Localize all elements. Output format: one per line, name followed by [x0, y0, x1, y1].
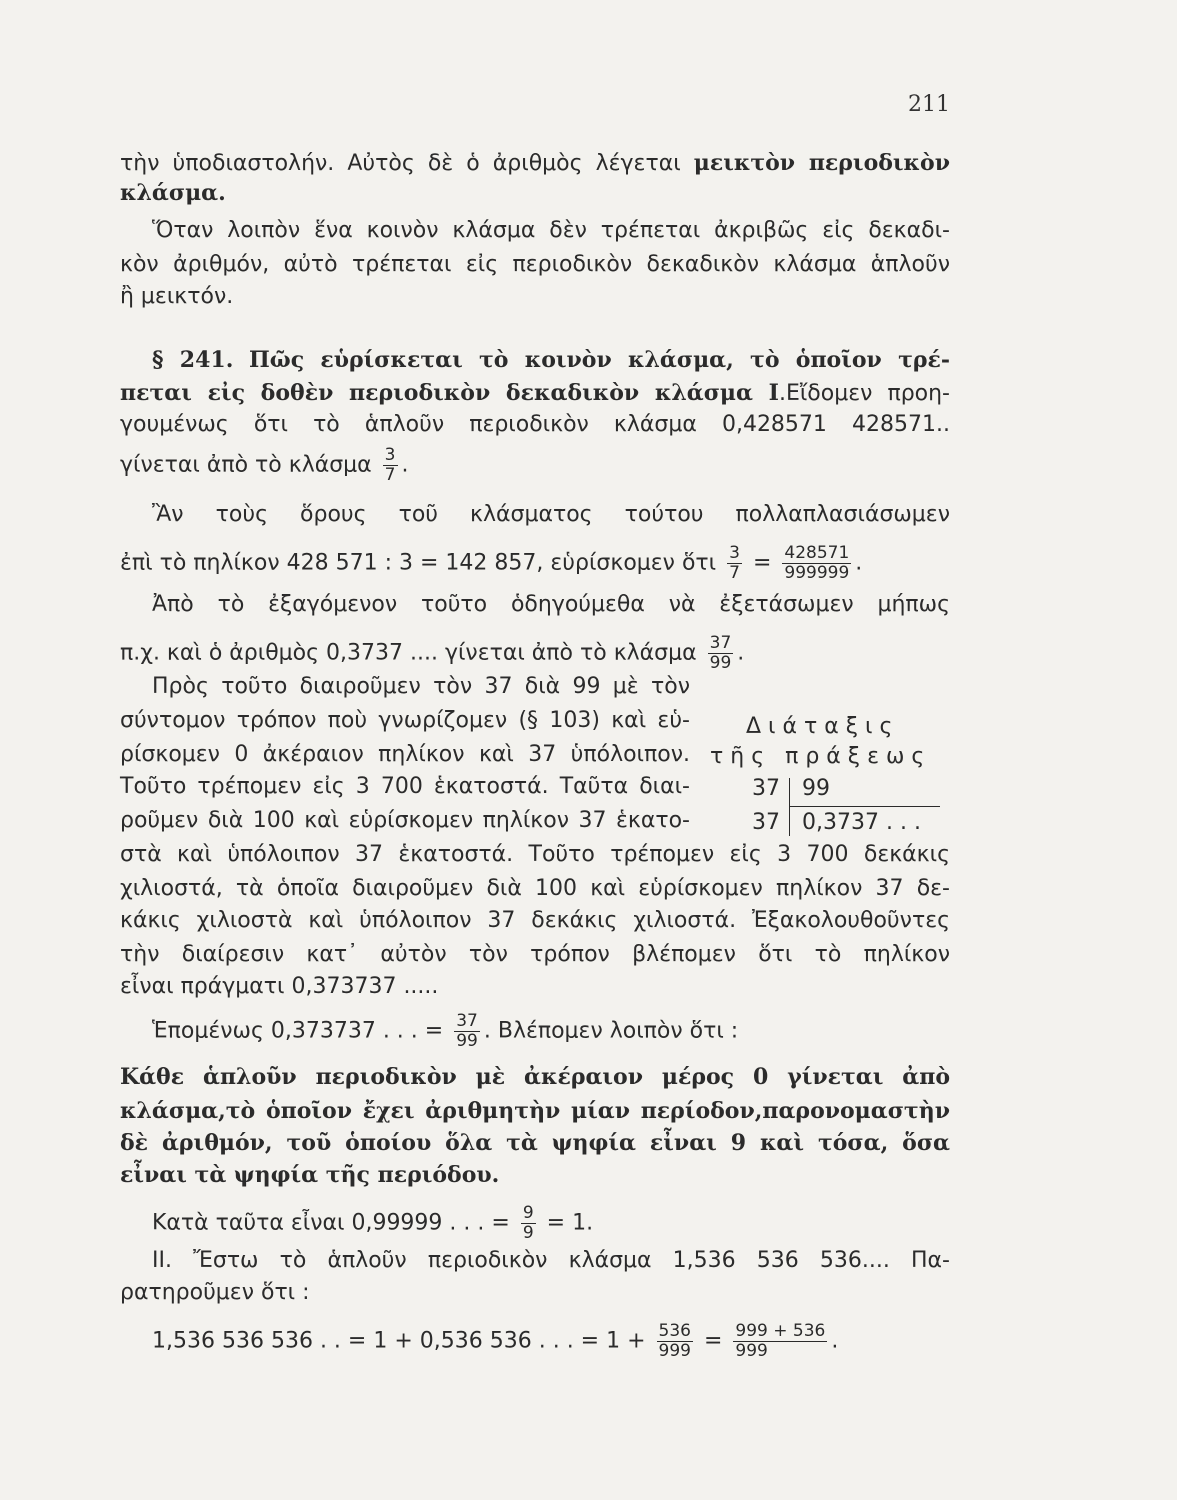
fraction [782, 544, 851, 583]
division-dividend: 37 [752, 776, 780, 801]
section-heading [152, 345, 950, 376]
rule-line: κλάσμα,τὸ ὁποῖον ἔχει ἀριθμητὴν μίαν περίοδον,παρονομαστὴν [120, 1098, 950, 1124]
numerator: 536 [658, 1321, 691, 1341]
text: Κατὰ ταῦτα εἶναι 0,99999 . . . = [152, 1210, 510, 1236]
text-line [120, 378, 950, 409]
text-line: II. Ἔστω τὸ ἁπλοῦν περιοδικὸν κλάσμα 1,536 536 536.... Πα- [152, 1248, 950, 1273]
denominator: 7 [729, 563, 740, 583]
text-line: Τοῦτο τρέπομεν εἰς 3 700 ἑκατοστά. Ταῦτα διαι- [120, 774, 690, 799]
section-title: πεται εἰς δοθὲν περιοδικὸν δεκαδικὸν κλάσμα I [120, 380, 779, 406]
text-line: Ἀπὸ τὸ ἐξαγόμενον τοῦτο ὁδηγούμεθα νὰ ἐξετάσωμεν μήπως [152, 592, 950, 617]
division-title: Διάταξις [746, 714, 900, 739]
text-line [152, 1204, 950, 1243]
fraction [733, 1322, 827, 1361]
text-line: ρατηροῦμεν ὅτι : [120, 1280, 310, 1305]
numerator: 3 [384, 445, 396, 465]
text: . [401, 452, 409, 478]
text-line [120, 178, 950, 209]
text: . [831, 1328, 839, 1354]
denominator: 99 [709, 653, 732, 673]
rule-line: δὲ ἀριθμόν, τοῦ ὁποίου ὅλα τὰ ψηφία εἶναι 9 καὶ τόσα, ὅσα [120, 1130, 950, 1156]
text-line [152, 1012, 950, 1051]
text: π.χ. καὶ ὁ ἀριθμὸς 0,3737 .... γίνεται ἀπὸ τὸ κλάσμα [120, 640, 697, 666]
numerator: 9 [522, 1203, 534, 1223]
text-line: κὸν ἀριθμόν, αὐτὸ τρέπεται εἰς περιοδικὸν δεκαδικὸν κλάσμα ἁπλοῦν [120, 252, 950, 277]
text: τὴν ὑποδιαστολήν. Αὐτὸς δὲ ὁ ἀριθμὸς λέγεται [120, 151, 681, 176]
bold-term: κλάσμα. [120, 180, 226, 206]
text-line [120, 446, 950, 485]
text: . [737, 640, 745, 666]
numerator: 37 [709, 633, 732, 653]
text-line: ρίσκομεν 0 ἀκέραιον πηλίκον καὶ 37 ὑπόλοιπον. [120, 742, 690, 767]
text: ἐπὶ τὸ πηλίκον 428 571 : 3 = 142 857, εὑρίσκομεν ὅτι [120, 550, 717, 576]
text-line: Ἂν τοὺς ὅρους τοῦ κλάσματος τούτου πολλαπλασιάσωμεν [152, 502, 950, 527]
numerator: 999 + 536 [735, 1321, 826, 1341]
text-line: Ὅταν λοιπὸν ἕνα κοινὸν κλάσμα δὲν τρέπεται ἀκριβῶς εἰς δεκαδι- [152, 218, 950, 243]
text-line: τὴν διαίρεσιν κατ᾽ αὐτὸν τὸν τρόπον βλέπομεν ὅτι τὸ πηλίκον [120, 942, 950, 967]
text-line: γουμένως ὅτι τὸ ἁπλοῦν περιοδικὸν κλάσμα 0,428571 428571.. [120, 412, 950, 437]
division-bar [789, 778, 790, 836]
section-number: § 241. [152, 347, 234, 373]
numerator: 428571 [784, 543, 850, 563]
text: γίνεται ἀπὸ τὸ κλάσμα [120, 452, 372, 478]
text-line [120, 148, 950, 179]
text: . Βλέπομεν λοιπὸν ὅτι : [483, 1018, 739, 1044]
text-line [120, 634, 950, 673]
division-quotient: 0,3737 . . . [802, 810, 921, 835]
denominator: 99 [456, 1031, 478, 1051]
page-number: 211 [908, 92, 950, 117]
equals-sign: = [703, 1328, 723, 1354]
text-line: εἶναι πράγματι 0,373737 ..... [120, 974, 439, 999]
text-line: στὰ καὶ ὑπόλοιπον 37 ἑκατοστά. Τοῦτο τρέπομεν εἰς 3 700 δεκάκις [120, 842, 950, 867]
text-line: χιλιοστά, τὰ ὁποῖα διαιροῦμεν διὰ 100 καὶ εὑρίσκομεν πηλίκον 37 δε- [120, 876, 950, 901]
text: .Εἴδομεν προη- [778, 381, 950, 406]
equation-text: 1,536 536 536 . . = 1 + 0,536 536 . . . = 1 + [152, 1328, 646, 1354]
denominator: 999 [658, 1341, 691, 1361]
denominator: 9 [522, 1223, 534, 1243]
bold-term: μεικτὸν περιοδικὸν [693, 150, 950, 176]
text-line: ἢ μεικτόν. [120, 284, 234, 309]
division-divisor: 99 [802, 776, 830, 801]
section-title: Πῶς εὑρίσκεται τὸ κοινὸν κλάσμα, τὸ ὁποῖον τρέ- [248, 347, 951, 373]
fraction [454, 1012, 480, 1051]
equation-line [152, 1322, 950, 1361]
fraction [657, 1322, 693, 1361]
fraction [521, 1204, 536, 1243]
denominator: 7 [384, 465, 396, 485]
text-line: κάκις χιλιοστὰ καὶ ὑπόλοιπον 37 δεκάκις χιλιοστά. Ἐξακολουθοῦντες [120, 908, 950, 933]
division-subtitle: τῆς πράξεως [710, 744, 932, 769]
numerator: 37 [456, 1011, 478, 1031]
equals-sign: = [752, 550, 772, 576]
text: . [855, 550, 863, 576]
division-rule [790, 806, 940, 807]
division-remainder: 37 [752, 810, 780, 835]
denominator: 999999 [784, 563, 850, 583]
fraction [708, 634, 734, 673]
numerator: 3 [729, 543, 740, 563]
text-line: σύντομον τρόπον ποὺ γνωρίζομεν (§ 103) καὶ εὑ- [120, 708, 690, 733]
fraction [383, 446, 398, 485]
text: Ἑπομένως 0,373737 . . . = [152, 1018, 444, 1044]
rule-line: εἶναι τὰ ψηφία τῆς περιόδου. [120, 1162, 500, 1188]
text-line [120, 544, 950, 583]
fraction [727, 544, 742, 583]
rule-line: Κάθε ἁπλοῦν περιοδικὸν μὲ ἀκέραιον μέρος 0 γίνεται ἀπὸ [120, 1064, 950, 1090]
text: = 1. [546, 1210, 594, 1236]
text-line: ροῦμεν διὰ 100 καὶ εὑρίσκομεν πηλίκον 37 ἑκατο- [120, 808, 690, 833]
text-line: Πρὸς τοῦτο διαιροῦμεν τὸν 37 διὰ 99 μὲ τὸν [152, 674, 690, 699]
denominator: 999 [735, 1341, 768, 1361]
